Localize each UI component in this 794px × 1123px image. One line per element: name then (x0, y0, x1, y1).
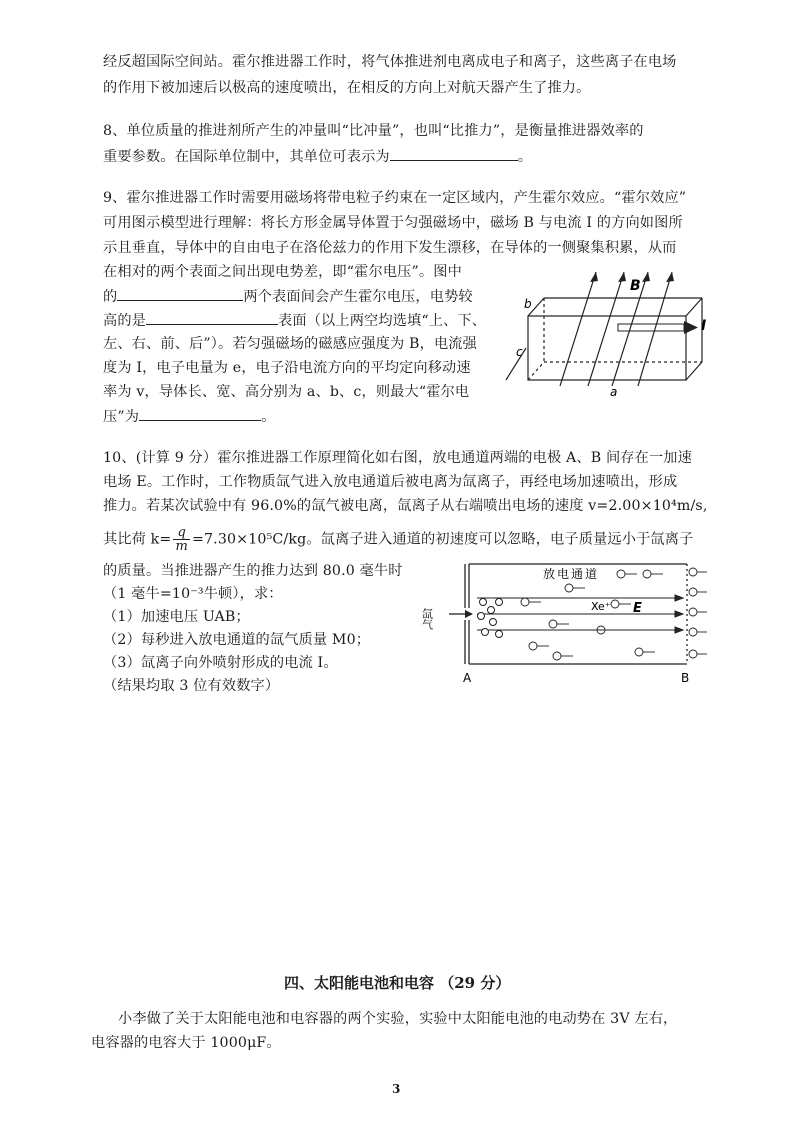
q9-text: 的 (103, 289, 118, 305)
ion-label: Xe⁺ (591, 600, 611, 613)
section-4-title: 四、太阳能电池和电容 （29 分） (284, 974, 511, 992)
q9-text: 。 (261, 409, 276, 425)
q10-line-1: 10、(计算 9 分）霍尔推进器工作原理简化如右图，放电通道两端的电极 A、B 间存在一加速 (103, 450, 692, 466)
q10-text: 其比荷 k= (103, 531, 172, 548)
q9-text: 高的是 (103, 313, 147, 329)
gas-label: 氙气 (420, 608, 434, 630)
xenon-atoms (478, 599, 503, 638)
q9-line-6 (103, 310, 486, 331)
hall-effect-diagram (500, 268, 715, 398)
electrode-B-label: B (681, 671, 690, 685)
q10-text: =7.30×10⁵C/kg。氙离子进入通道的初速度可以忽略，电子质量远小于氙离子 (191, 531, 694, 548)
q8-line-2 (103, 146, 532, 167)
label-b: b (524, 297, 532, 311)
fraction-numerator: q (173, 526, 189, 540)
q9-line-9: 率为 v，导体长、宽、高分别为 a、b、c，则最大“霍尔电 (103, 384, 470, 400)
q8-line-1: 8、单位质量的推进剂所产生的冲量叫“比冲量”，也叫“比推力”，是衡量推进器效率的 (103, 123, 644, 139)
fraction-q-over-m (173, 526, 189, 553)
q10-line-6: （1 毫牛=10⁻³牛顿），求： (103, 586, 283, 602)
channel-label: 放电通道 (543, 567, 600, 581)
section-4-line-2: 电容器的电容大于 1000μF。 (91, 1035, 281, 1051)
q10-question-3: （3）氙离子向外喷射形成的电流 I。 (103, 655, 338, 671)
q10-line-4 (103, 526, 693, 553)
q9-text: 压”为 (103, 409, 140, 425)
q9-line-4: 在相对的两个表面之间出现电势差，即“霍尔电压”。图中 (103, 264, 462, 280)
q9-blank-surfaces[interactable] (117, 286, 243, 301)
hall-thruster-diagram (420, 558, 715, 686)
q10-question-1: （1）加速电压 UAB； (103, 609, 250, 625)
electrode-A-label: A (463, 671, 472, 685)
label-c: c (516, 345, 523, 359)
intro-line-1: 经反超国际空间站。霍尔推进器工作时，将气体推进剂电离成电子和离子，这些离子在电场 (103, 54, 677, 70)
q10-note: （结果均取 3 位有效数字） (103, 678, 280, 694)
q9-line-10 (103, 406, 275, 427)
q9-line-2: 可用图示模型进行理解：将长方形金属导体置于匀强磁场中，磁场 B 与电流 I 的方向如图所 (103, 215, 683, 231)
q8-text-end: 。 (517, 149, 533, 165)
q9-text: 两个表面间会产生霍尔电压，电势较 (243, 289, 473, 305)
q8-text: 重要参数。在国际单位制中，其单位可表示为 (103, 149, 390, 165)
field-label: E (633, 601, 642, 616)
q10-line-5: 的质量。当推进器产生的推力达到 80.0 毫牛时 (103, 563, 403, 579)
intro-line-2: 的作用下被加速后以极高的速度喷出，在相反的方向上对航天器产生了推力。 (103, 80, 591, 96)
q9-line-8: 度为 I，电子电量为 e，电子沿电流方向的平均定向移动速 (103, 360, 471, 376)
section-4-line-1: 小李做了关于太阳能电池和电容器的两个实验，实验中太阳能电池的电动势在 3V 左右， (118, 1011, 678, 1027)
label-I: I (701, 318, 707, 334)
q9-line-3: 示且垂直，导体中的自由电子在洛伦兹力的作用下发生漂移，在导体的一侧聚集积累，从而 (103, 240, 677, 256)
q10-question-2: （2）每秒进入放电通道的氙气质量 M0； (103, 632, 371, 648)
q9-blank-hall-voltage[interactable] (139, 406, 261, 421)
q10-line-3: 推力。若某次试验中有 96.0%的氙气被电离，氙离子从右端喷出电场的速度 v=2.00×10⁴m/s, (103, 498, 708, 514)
q9-line-1: 9、霍尔推进器工作时需要用磁场将带电粒子约束在一定区域内，产生霍尔效应。“霍尔效应” (103, 190, 687, 206)
q9-line-7: 左、右、前、后”）。若匀强磁场的磁感应强度为 B，电流强 (103, 336, 477, 352)
q8-answer-blank[interactable] (390, 146, 518, 161)
q9-line-5 (103, 286, 473, 307)
label-a: a (610, 385, 618, 399)
q9-blank-higher-potential[interactable] (146, 310, 278, 325)
q9-text: 表面（以上两空均选填“上、下、 (278, 313, 487, 329)
q10-line-2: 电场 E。工作时，工作物质氙气进入放电通道后被电离为氙离子，再经电场加速喷出，形成 (103, 474, 678, 490)
page-number: 3 (392, 1082, 401, 1096)
label-B: B (630, 278, 641, 294)
fraction-denominator: m (175, 539, 188, 554)
